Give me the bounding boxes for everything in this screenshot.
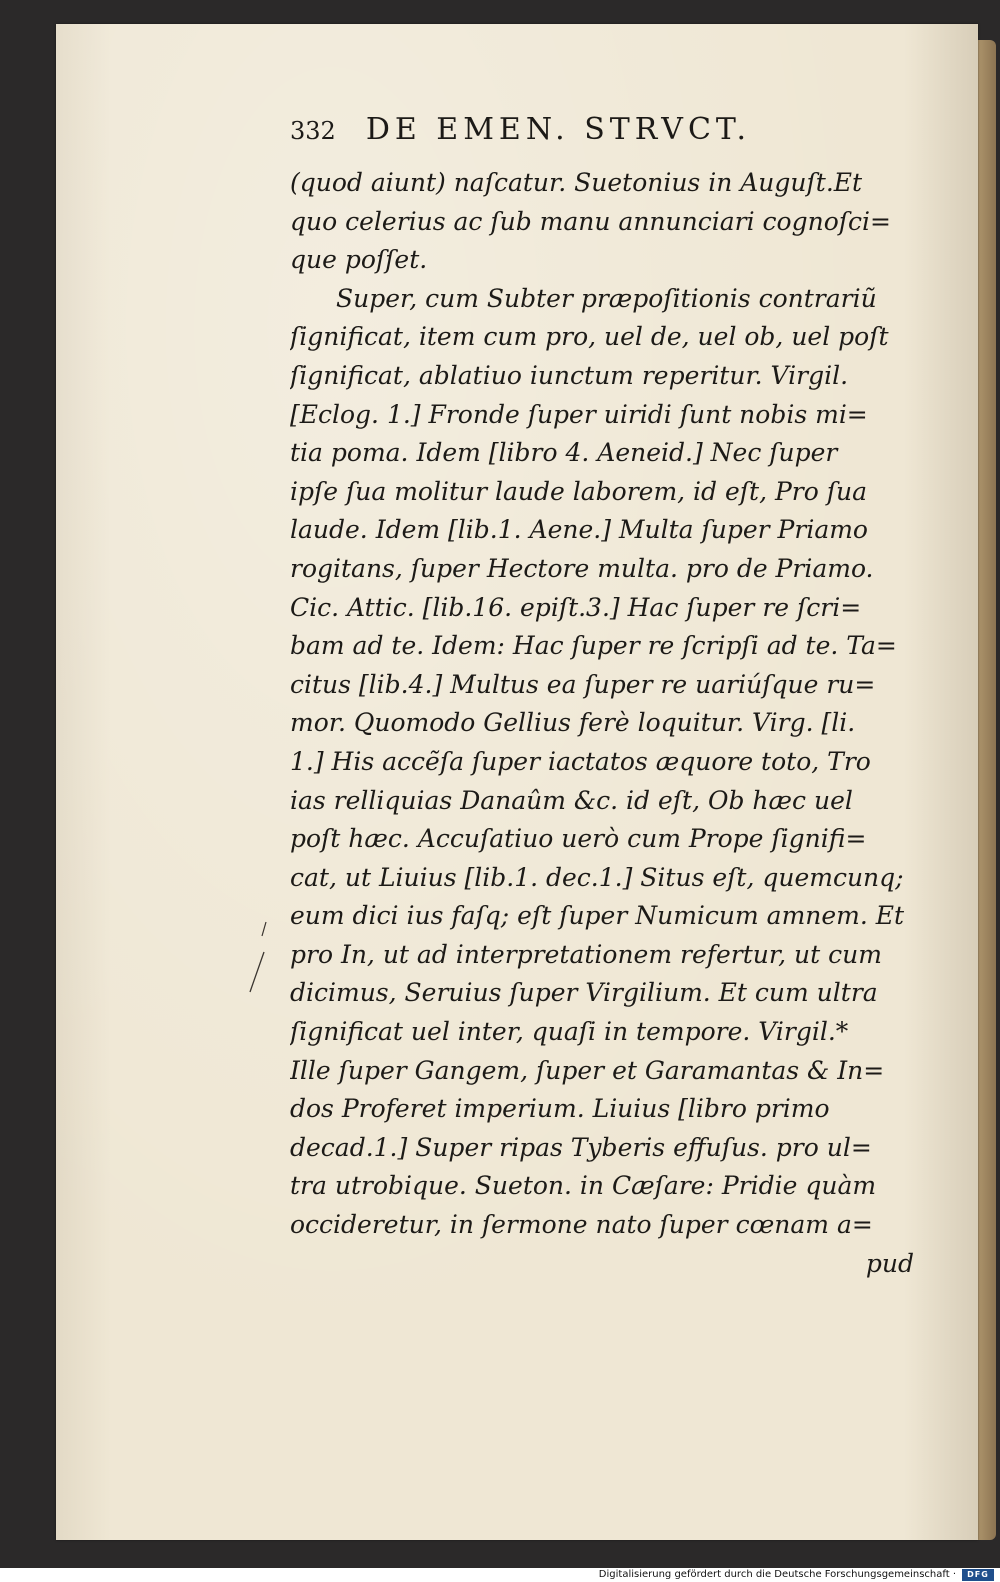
- text-line-17: ias relliquias Danaûm &c. id eſt, Ob hæc uel: [290, 785, 853, 815]
- footer-credit-text: Digitalisierung gefördert durch die Deutsche Forschungsgemeinschaft ·: [598, 1569, 956, 1580]
- text-line-24: Ille ſuper Gangem, ſuper et Garamantas & In=: [290, 1055, 885, 1085]
- text-line-5: ſignificat, item cum pro, uel de, uel ob, uel poſt: [290, 322, 889, 352]
- text-line-18: poſt hæc. Accuſatiuo uerò cum Prope ſignifi=: [290, 824, 867, 854]
- footer-credit-bar: [0, 1568, 1000, 1582]
- text-line-25: dos Proferet imperium. Liuius [libro primo: [290, 1094, 830, 1124]
- page-header: [290, 112, 914, 164]
- text-line-16: 1.] His accẽſa ſuper iactatos æquore toto, Tro: [290, 746, 871, 776]
- text-line-23: ſignificat uel inter, quaſi in tempore. Virgil.*: [290, 1017, 849, 1047]
- text-line-11: rogitans, ſuper Hectore multa. pro de Priamo.: [290, 553, 874, 583]
- dfg-logo: DFG: [962, 1569, 994, 1581]
- text-line-28: occideretur, in ſermone nato ſuper cœnam a=: [290, 1210, 873, 1240]
- text-line-9: ipſe ſua molitur laude laborem, id eſt, Pro ſua: [290, 476, 868, 506]
- catchword: pud: [865, 1248, 914, 1278]
- text-line-15: mor. Quomodo Gellius ferè loquitur. Virg. [li.: [290, 708, 856, 738]
- text-line-19: cat, ut Liuius [lib.1. dec.1.] Situs eſt, quemcunq;: [290, 862, 904, 892]
- text-line-27: tra utrobique. Sueton. in Cæſare: Pridie quàm: [290, 1171, 877, 1201]
- text-line-8: tia poma. Idem [libro 4. Aeneid.] Nec ſuper: [290, 438, 838, 468]
- text-line-2: quo celerius ac ſub manu annunciari cognoſci=: [290, 206, 891, 236]
- text-line-14: citus [lib.4.] Multus ea ſuper re uariúſque ru=: [290, 669, 876, 699]
- text-line-13: bam ad te. Idem: Hac ſuper re ſcripſi ad te. Ta=: [290, 631, 897, 661]
- text-line-22: dicimus, Seruius ſuper Virgilium. Et cum ultra: [290, 978, 878, 1008]
- text-line-7: [Eclog. 1.] Fronde ſuper uiridi ſunt nobis mi=: [290, 399, 868, 429]
- margin-pen-mark: [246, 918, 268, 998]
- running-head: DE EMEN. STRVCT.: [365, 112, 752, 147]
- page-text: [290, 112, 914, 1283]
- text-line-6: ſignificat, ablatiuo iunctum reperitur. Virgil.: [290, 360, 849, 390]
- text-line-4: Super, cum Subter præpoſitionis contrariũ: [336, 283, 877, 313]
- page-number: 332: [290, 117, 336, 145]
- text-line-26: decad.1.] Super ripas Tyberis effuſus. pro ul=: [290, 1132, 872, 1162]
- text-line-10: laude. Idem [lib.1. Aene.] Multa ſuper Priamo: [290, 515, 868, 545]
- text-line-20: eum dici ius faſq; eſt ſuper Numicum amnem. Et: [290, 901, 905, 931]
- text-line-12: Cic. Attic. [lib.16. epiſt.3.] Hac ſuper re ſcri=: [290, 592, 862, 622]
- text-line-3: que poſſet.: [290, 245, 428, 275]
- text-line-1: (quod aiunt) naſcatur. Suetonius in Auguſt.Et: [290, 168, 863, 197]
- text-line-21: pro In, ut ad interpretationem refertur, ut cum: [290, 939, 882, 969]
